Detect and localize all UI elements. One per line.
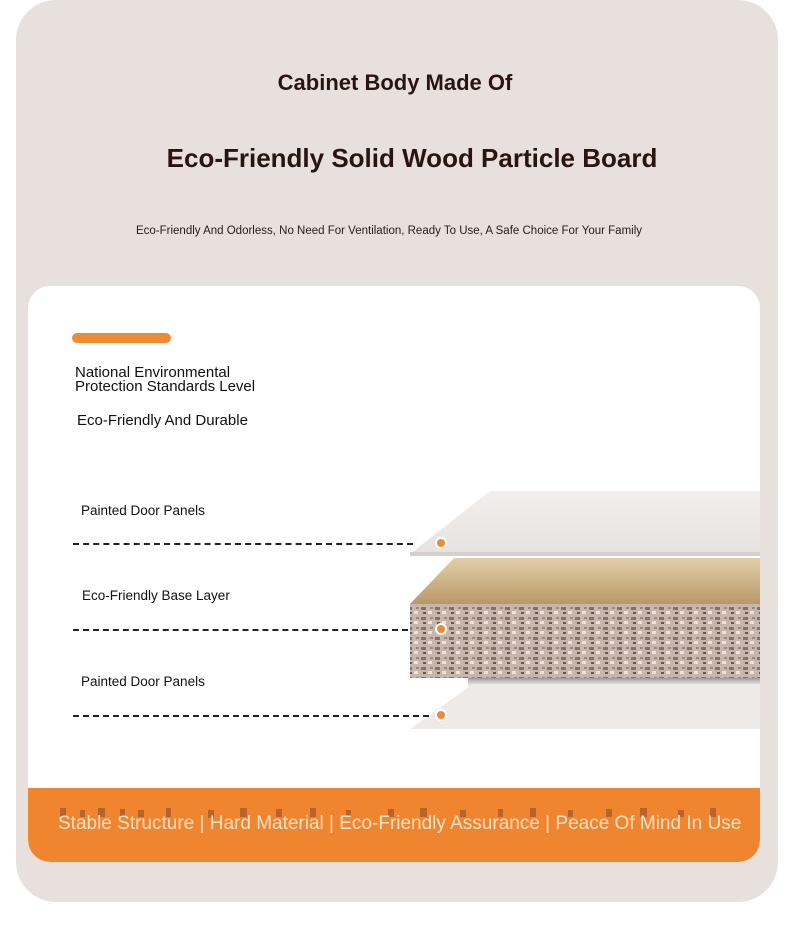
particle-board-illustration xyxy=(28,286,760,788)
feature-banner xyxy=(28,788,760,862)
leader-line-bottom xyxy=(73,715,429,717)
banner-text: Stable Structure | Hard Material | Eco-Friendly Assurance | Peace Of Mind In Use xyxy=(58,813,742,834)
layer-label-middle: Eco-Friendly Base Layer xyxy=(82,588,230,603)
marker-dot-bottom xyxy=(435,709,447,721)
leader-line-top xyxy=(73,543,413,545)
feature-text: Eco-Friendly And Durable xyxy=(77,412,248,429)
marker-dot-top xyxy=(435,537,447,549)
standard-text-content: National Environmental Protection Standards Level xyxy=(75,364,256,395)
bottom-panel-shape xyxy=(410,684,760,729)
base-layer-side xyxy=(410,604,760,678)
top-panel-shape xyxy=(410,491,760,554)
leader-line-middle xyxy=(73,629,408,631)
layer-diagram-card xyxy=(28,286,760,862)
marker-dot-middle xyxy=(435,623,447,635)
page-title: Cabinet Body Made Of xyxy=(277,70,513,95)
top-panel-edge xyxy=(410,552,760,556)
subtitle: Eco-Friendly And Odorless, No Need For Ventilation, Ready To Use, A Safe Choice For Your Family xyxy=(135,225,643,237)
base-layer-surface xyxy=(410,558,760,604)
layer-label-bottom: Painted Door Panels xyxy=(81,674,205,689)
layer-label-top: Painted Door Panels xyxy=(81,503,205,518)
headline: Eco-Friendly Solid Wood Particle Board xyxy=(166,143,658,173)
